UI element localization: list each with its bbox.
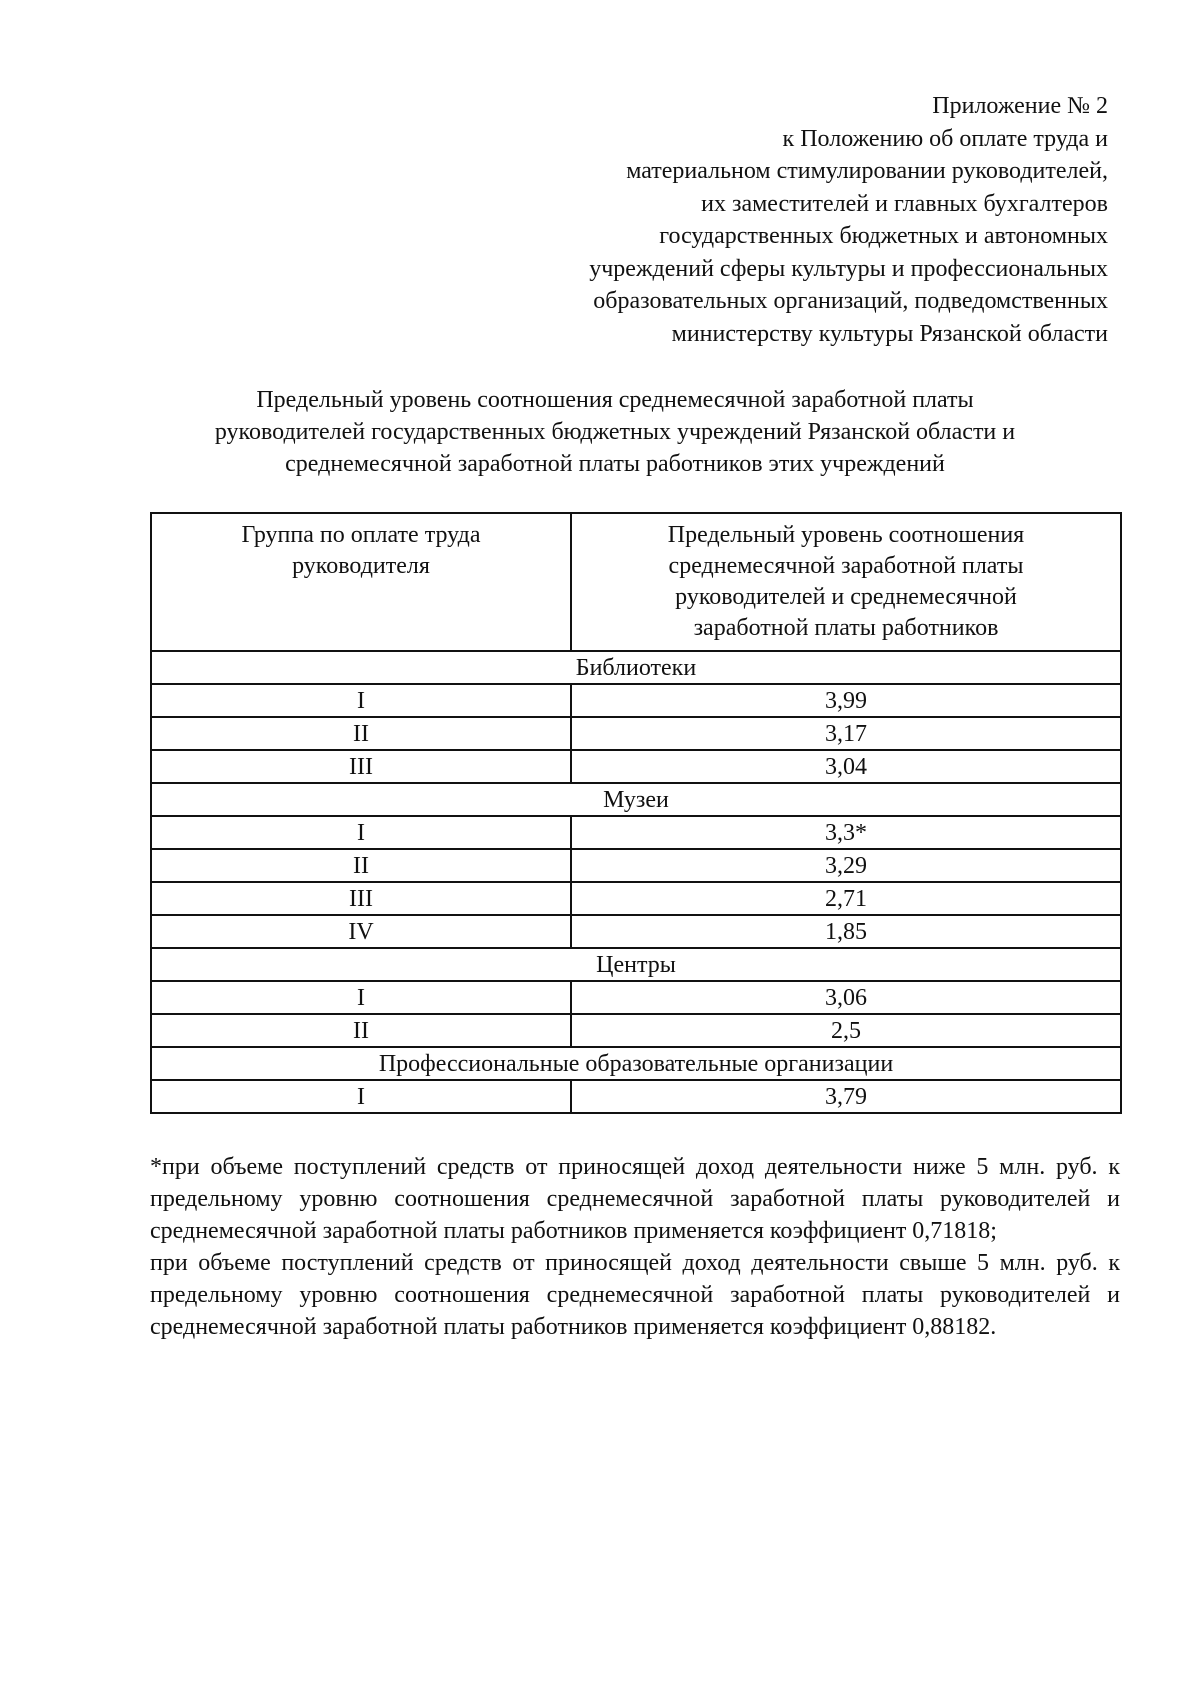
ratio-table — [150, 512, 1122, 1114]
title-line: руководителей государственных бюджетных учреждений Рязанской области и — [214, 419, 1016, 445]
header-group-column: Группа по оплате труда руководителя — [151, 513, 571, 651]
document-title — [100, 384, 1130, 480]
table-row — [151, 1080, 1121, 1113]
group-cell: III — [151, 882, 571, 915]
table-row — [151, 981, 1121, 1014]
header-ratio-column: Предельный уровень соотношения среднемесячной заработной платы руководителей и среднемесячной заработной платы работников — [571, 513, 1121, 651]
ratio-cell: 3,79 — [571, 1080, 1121, 1113]
table-row — [151, 717, 1121, 750]
table-row — [151, 1014, 1121, 1047]
ratio-cell: 3,04 — [571, 750, 1121, 783]
ratio-cell: 2,5 — [571, 1014, 1121, 1047]
appendix-line: Приложение № 2 — [932, 93, 1108, 119]
footnote-paragraph: при объеме поступлений средств от приносящей доход деятельности свыше 5 млн. руб. к предельному уровню соотношения среднемесячной заработной платы руководителей и среднемесячной заработной платы работников применяется коэффициент 0,88182. — [150, 1250, 1120, 1340]
appendix-line: государственных бюджетных и автономных — [659, 223, 1108, 249]
group-cell: I — [151, 816, 571, 849]
section-row-libraries — [151, 651, 1121, 684]
group-cell: IV — [151, 915, 571, 948]
section-row-professional-organizations — [151, 1047, 1121, 1080]
table-header-row — [151, 513, 1121, 651]
group-cell: II — [151, 849, 571, 882]
table-row — [151, 816, 1121, 849]
title-line: среднемесячной заработной платы работников этих учреждений — [285, 451, 945, 477]
appendix-line: материальном стимулировании руководителей, — [626, 158, 1108, 184]
section-row-museums — [151, 783, 1121, 816]
table-row — [151, 684, 1121, 717]
footnote — [150, 1151, 1120, 1343]
ratio-cell: 2,71 — [571, 882, 1121, 915]
group-cell: III — [151, 750, 571, 783]
section-title: Библиотеки — [151, 651, 1121, 684]
ratio-cell: 3,3* — [571, 816, 1121, 849]
group-cell: II — [151, 1014, 571, 1047]
appendix-line: учреждений сферы культуры и профессиональных — [589, 255, 1108, 282]
group-cell: I — [151, 684, 571, 717]
group-cell: II — [151, 717, 571, 750]
ratio-cell: 1,85 — [571, 915, 1121, 948]
title-line: Предельный уровень соотношения среднемесячной заработной платы — [256, 387, 974, 413]
section-row-centers — [151, 948, 1121, 981]
table-row — [151, 849, 1121, 882]
ratio-cell: 3,29 — [571, 849, 1121, 882]
table-row — [151, 915, 1121, 948]
table-row — [151, 750, 1121, 783]
ratio-cell: 3,06 — [571, 981, 1121, 1014]
section-title: Центры — [151, 948, 1121, 981]
ratio-cell: 3,17 — [571, 717, 1121, 750]
section-title: Музеи — [151, 783, 1121, 816]
appendix-line: министерству культуры Рязанской области — [671, 320, 1108, 347]
appendix-reference — [408, 90, 1108, 350]
ratio-cell: 3,99 — [571, 684, 1121, 717]
footnote-paragraph: *при объеме поступлений средств от приносящей доход деятельности ниже 5 млн. руб. к предельному уровню соотношения среднемесячной заработной платы руководителей и среднемесячной заработной платы работников применяется коэффициент 0,71818; — [150, 1154, 1120, 1244]
table-row — [151, 882, 1121, 915]
group-cell: I — [151, 1080, 571, 1113]
group-cell: I — [151, 981, 571, 1014]
appendix-line: к Положению об оплате труда и — [782, 125, 1108, 152]
section-title: Профессиональные образовательные организации — [151, 1047, 1121, 1080]
appendix-line: образовательных организаций, подведомственных — [593, 288, 1108, 314]
appendix-line: их заместителей и главных бухгалтеров — [701, 190, 1108, 217]
